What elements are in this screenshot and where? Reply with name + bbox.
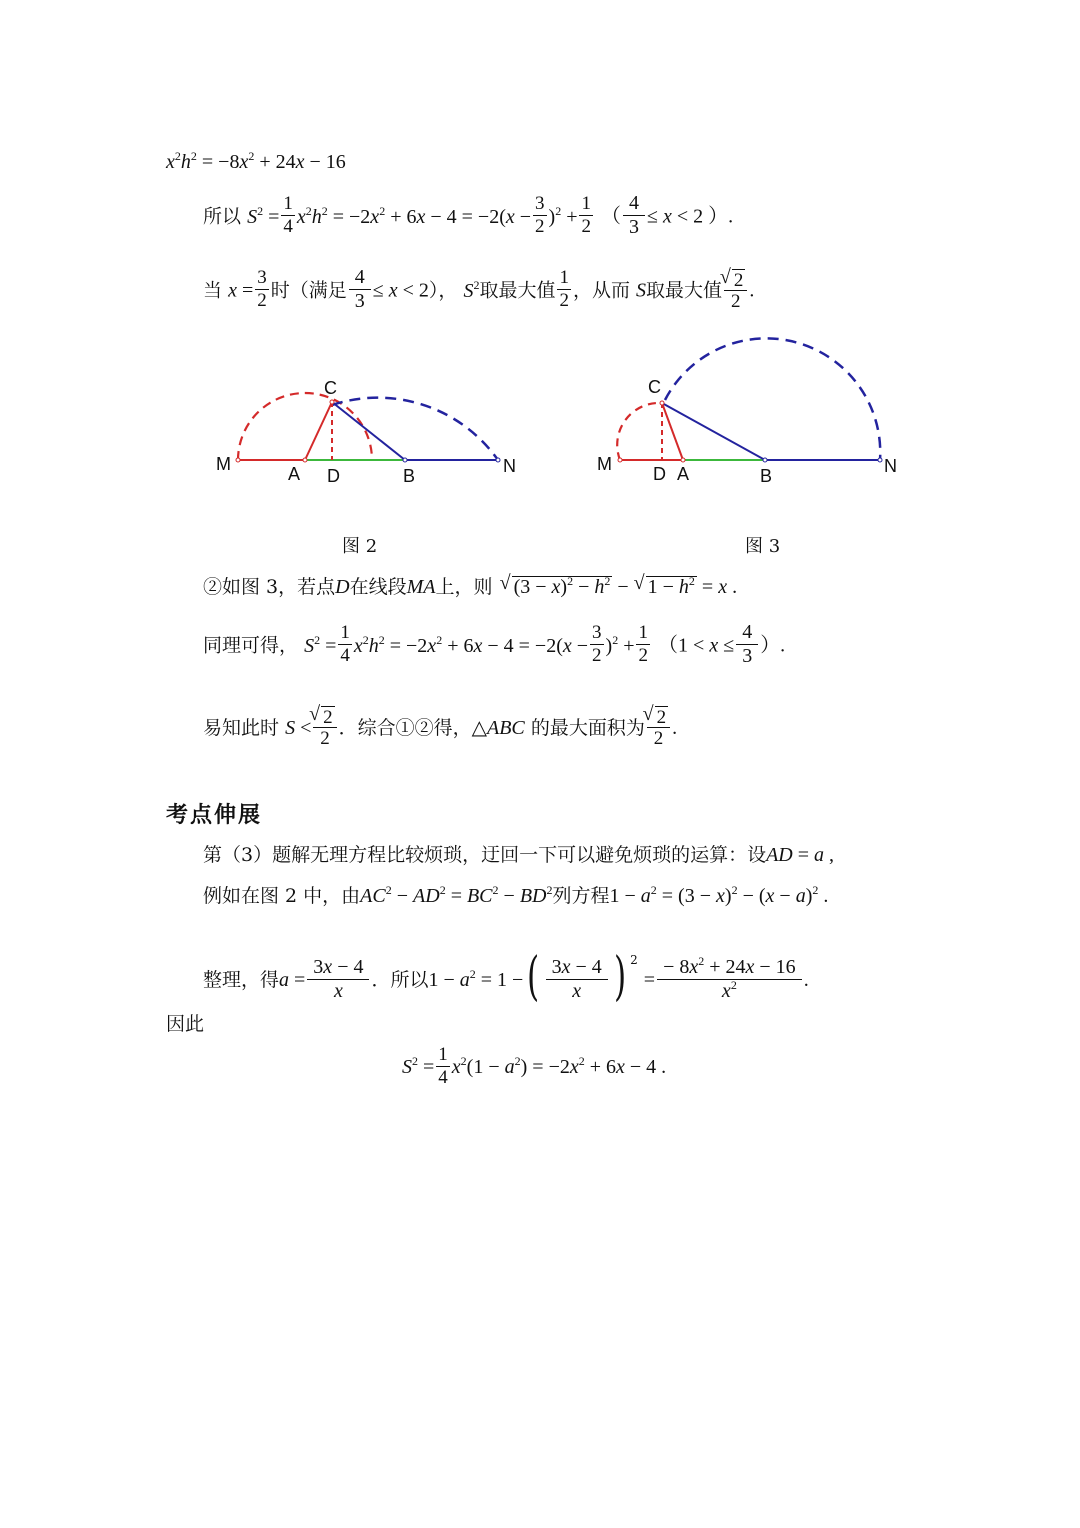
text-yizhi: 易知此时	[203, 716, 280, 739]
label-a: A	[677, 464, 690, 484]
caption-fig2: 图 2	[342, 536, 378, 557]
red-semicircle	[617, 403, 662, 460]
equation-s-squared: 所以 $S^2$ = $\frac{1}{4}$ $x^2h^2 = -2x^2 + 6x - 4 = -2(x$ − $\frac{3}{2}$ )$^2$ + $\frac{1}{2}$ （ $\frac{4}{3}$ ≤ x < 2 ）.	[203, 192, 734, 238]
extension-line-3: 整理，得a = $\frac{3x - 4}{x}$ ．所以$1 - a^2 = 1$ −( $\frac{3x - 4}{x}$ ) $^2$ = $\frac{- 8x^2 + 24x - 16}{x^2}$ .	[203, 947, 809, 1007]
text-zonghe: ．综合①②得，	[338, 716, 472, 739]
segment-cb	[332, 402, 405, 460]
label-a: A	[288, 464, 301, 484]
label-m: M	[597, 454, 612, 474]
text-shang: 上，则	[435, 576, 493, 598]
label-m: M	[216, 454, 231, 474]
text-suoyi: 所以	[203, 205, 242, 228]
label-n: N	[884, 456, 897, 476]
label-n: N	[503, 456, 516, 476]
text-tongli: 同理可得，	[203, 634, 299, 657]
label-c: C	[648, 377, 661, 397]
text-ext2a: 例如在图 2 中，由	[203, 885, 361, 907]
text-suoyi2: ．所以	[371, 969, 429, 991]
segment-ac	[662, 403, 683, 460]
text-qu: 取最大值	[479, 279, 556, 302]
figure-3	[590, 330, 910, 500]
same-result: 同理可得， $S^2$ = $\frac{1}{4}$ $x^2h^2 = -2x^2 + 6x - 4 = -2(x$ − $\frac{3}{2}$ )$^2$ + $\frac{1}{2}$ （1 < x ≤ $\frac{4}{3}$ ）.	[203, 621, 786, 667]
text-zai: 在线段	[349, 576, 407, 598]
text-ext1: 第（3）题解无理方程比较烦琐，迂回一下可以避免烦琐的运算：设	[203, 844, 767, 866]
therefore: 因此	[166, 1013, 205, 1035]
blue-semicircle	[332, 398, 498, 460]
text-dang: 当	[203, 279, 223, 302]
extension-line-2: 例如在图 2 中，由$AC^2 - AD^2 = BC^2 - BD^2$列方程$1 - a^2 = (3 - x)^2 - (x - a)^2$ .	[203, 883, 829, 907]
text-max-area: 的最大面积为	[530, 716, 645, 739]
label-b: B	[403, 466, 416, 486]
label-c: C	[324, 378, 337, 398]
conclusion: 易知此时 S < √ $\frac{2}{2}$ ．综合①②得，△ABC 的最大面积为 √ $\frac{2}{2}$ .	[203, 706, 677, 752]
section-heading: 考点伸展	[166, 803, 263, 828]
max-condition: 当 x = $\frac{3}{2}$ 时（满足 $\frac{4}{3}$ ≤ x < 2）， $S^2$取最大值 $\frac{1}{2}$ ，从而 S取最大值 √ $\frac{2}{2}$ .	[203, 268, 754, 315]
final-equation: $S^2$ = $\frac{1}{4}$ $x^2(1 - a^2) = -2x^2 + 6x - 4$ .	[402, 1044, 667, 1088]
text-case2: ②如图 3，若点	[203, 576, 336, 598]
text-shi: 时（满足	[270, 279, 347, 302]
segment-ac	[305, 402, 332, 460]
figure-2	[200, 350, 540, 500]
text-congs: ，从而	[572, 279, 630, 302]
text-close: ），	[428, 279, 458, 302]
text-qu2: 取最大值	[646, 279, 723, 302]
blue-semicircle	[665, 338, 880, 460]
extension-line-1: 第（3）题解无理方程比较烦琐，迂回一下可以避免烦琐的运算：设AD = a ,	[203, 844, 835, 866]
text-zhengli: 整理，得	[203, 969, 280, 991]
label-b: B	[760, 466, 773, 486]
red-semicircle	[238, 393, 372, 460]
label-d: D	[653, 464, 666, 484]
equation-xh: $x^2h^2 = -8x^2 + 24x - 16$	[166, 149, 346, 173]
case-2-condition: ②如图 3，若点D在线段MA上，则 √ $(3 - x)^2 - h^2$ − √ $1 - h^2 = x$ .	[203, 576, 737, 597]
text-ext2b: 列方程	[552, 885, 610, 907]
label-d: D	[327, 466, 340, 486]
caption-fig3: 图 3	[745, 536, 781, 557]
segment-cb	[662, 403, 765, 460]
